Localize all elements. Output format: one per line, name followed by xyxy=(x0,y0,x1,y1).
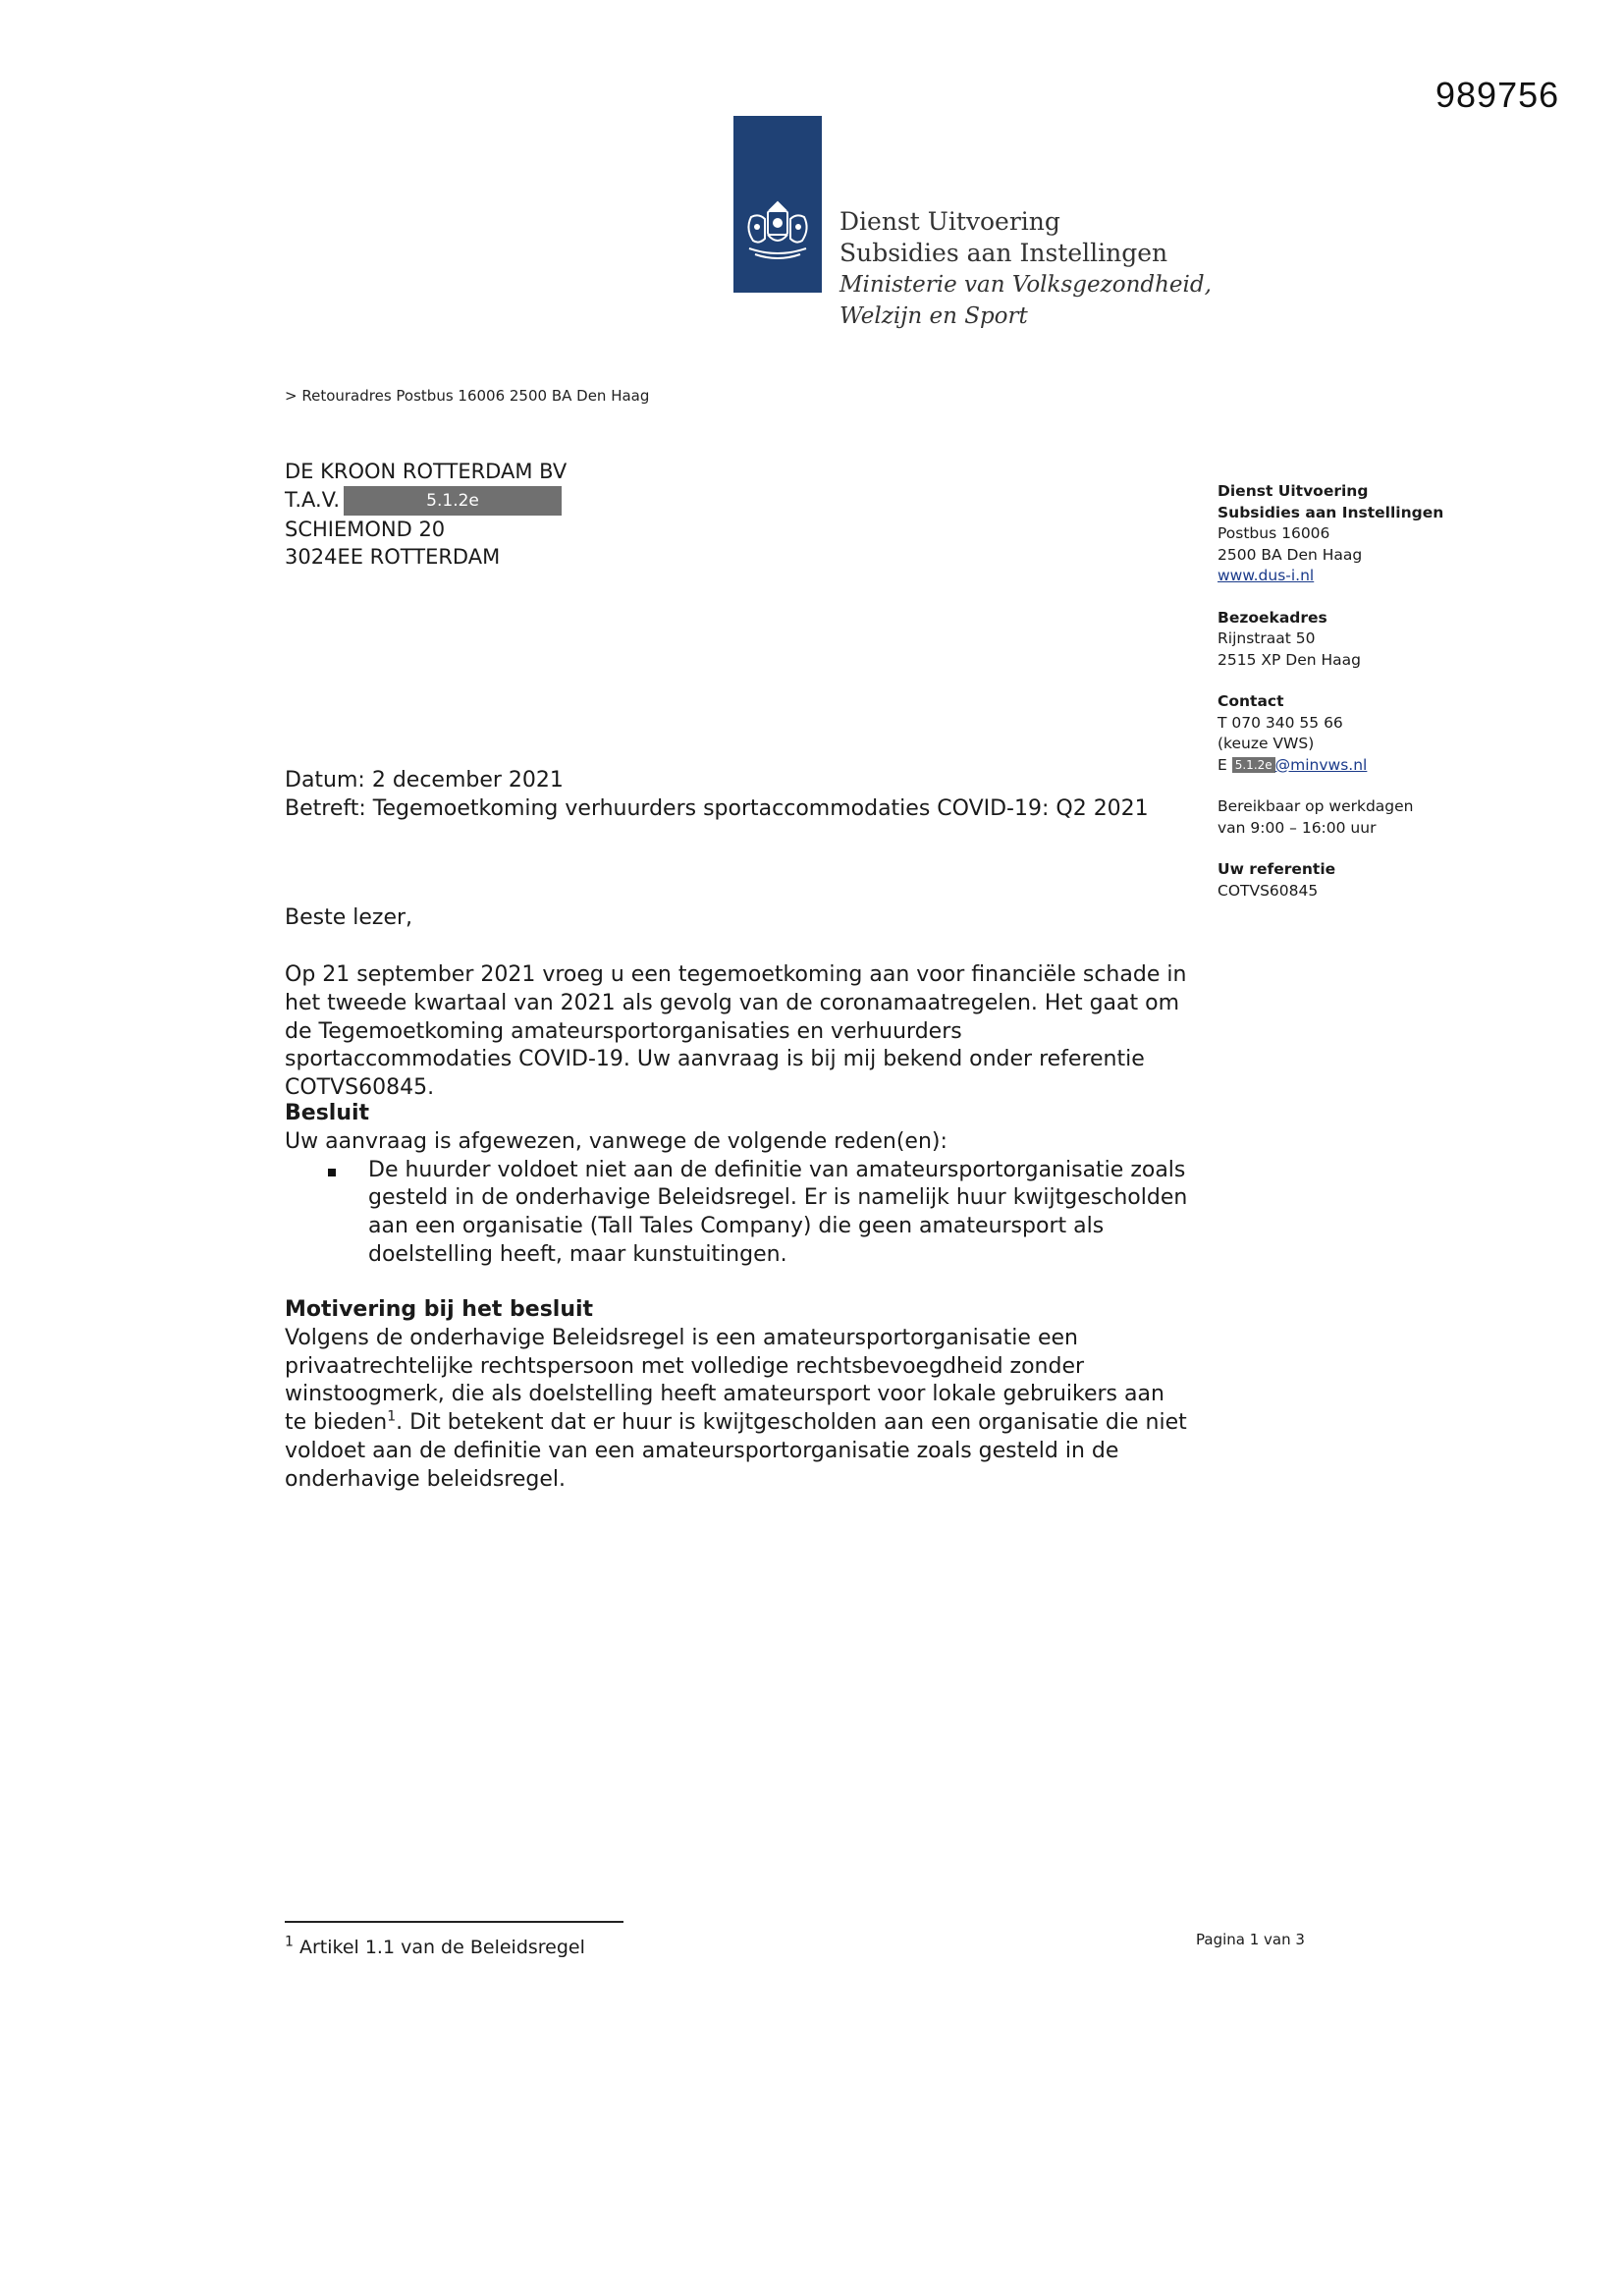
your-reference xyxy=(1218,859,1512,902)
sender-postbus: Postbus 16006 xyxy=(1218,524,1330,542)
email-link[interactable]: @minvws.nl xyxy=(1274,755,1368,774)
logo-line-welzijn: Welzijn en Sport xyxy=(839,303,1028,329)
motivation-text-part2: . Dit betekent dat er huur is kwijtgescholden aan een organisatie die niet voldoet aan de definitie van een amateursportorganisatie zoals gesteld in de onderhavige beleidsregel. xyxy=(285,1410,1187,1492)
footnote-number: 1 xyxy=(285,1934,294,1950)
recipient-attention xyxy=(285,486,567,516)
footnote-divider xyxy=(285,1921,623,1923)
opening-hours xyxy=(1218,796,1512,839)
website-link[interactable]: www.dus-i.nl xyxy=(1218,567,1315,584)
recipient-address xyxy=(285,458,567,572)
motivation-text-part1: Volgens de onderhavige Beleidsregel is een amateursportorganisatie een privaatrechtelijke rechtspersoon met volledige rechtsbevoegdheid zonder winstoogmerk, die als doelstelling heeft amateursport voor lokale gebruikers aan te bieden xyxy=(285,1325,1164,1436)
coat-of-arms-icon xyxy=(741,199,814,268)
redaction-email: 5.1.2e xyxy=(1232,757,1275,773)
return-address: > Retouradres Postbus 16006 2500 BA Den Haag xyxy=(285,387,650,405)
motivation-heading: Motivering bij het besluit xyxy=(285,1297,594,1322)
recipient-street: SCHIEMOND 20 xyxy=(285,517,446,541)
visit-heading: Bezoekadres xyxy=(1218,608,1327,627)
logo-text xyxy=(839,206,1212,332)
sender-org-line2: Subsidies aan Instellingen xyxy=(1218,503,1444,521)
decision-heading: Besluit xyxy=(285,1101,370,1125)
decision-reason-item: De huurder voldoet niet aan de definitie van amateursportorganisatie zoals gesteld in de onderhavige Beleidsregel. Er is namelijk huur kwijtgescholden aan een organisatie (Tall Tales Company) die geen amateursport als doelstelling heeft, maar kunstuitingen. xyxy=(368,1157,1188,1270)
decision-reasons-list xyxy=(285,1157,1188,1270)
contact-block xyxy=(1218,691,1512,776)
recipient-company: DE KROON ROTTERDAM BV xyxy=(285,460,568,483)
salutation: Beste lezer, xyxy=(285,905,413,930)
sender-organisation xyxy=(1218,481,1512,587)
rijksoverheid-logo xyxy=(733,116,822,293)
logo-line-subsidies: Subsidies aan Instellingen xyxy=(839,239,1168,267)
letter-meta xyxy=(285,766,1149,823)
intro-paragraph: Op 21 september 2021 vroeg u een tegemoetkoming aan voor financiële schade in het tweede kwartaal van 2021 als gevolg van de coronamaatregelen. Het gaat om de Tegemoetkoming amateursportorganisaties en verhuurders sportaccommodaties COVID-19. Uw aanvraag is bij mij bekend onder referentie COTVS60845. xyxy=(285,962,1187,1101)
letter-subject: Betreft: Tegemoetkoming verhuurders sportaccommodaties COVID-19: Q2 2021 xyxy=(285,796,1149,821)
footnote xyxy=(285,1934,585,1958)
reference-heading: Uw referentie xyxy=(1218,860,1336,878)
decision-intro: Uw aanvraag is afgewezen, vanwege de volgende reden(en): xyxy=(285,1128,947,1154)
hours-line2: van 9:00 – 16:00 uur xyxy=(1218,818,1377,837)
contact-heading: Contact xyxy=(1218,692,1284,710)
reference-value: COTVS60845 xyxy=(1218,881,1319,900)
footnote-text: Artikel 1.1 van de Beleidsregel xyxy=(293,1937,585,1958)
letter-date: Datum: 2 december 2021 xyxy=(285,768,564,793)
hours-line1: Bereikbaar op werkdagen xyxy=(1218,797,1414,815)
decision-section xyxy=(285,1100,1188,1270)
motivation-text xyxy=(285,1325,1188,1495)
sender-sidebar xyxy=(1218,481,1512,922)
recipient-city: 3024EE ROTTERDAM xyxy=(285,545,501,569)
redaction-name: 5.1.2e xyxy=(344,486,562,516)
contact-email xyxy=(1218,755,1512,777)
footnote-reference[interactable]: 1 xyxy=(387,1408,397,1425)
sender-postcode: 2500 BA Den Haag xyxy=(1218,545,1363,564)
contact-phone: T 070 340 55 66 xyxy=(1218,713,1343,732)
logo-line-dienst: Dienst Uitvoering xyxy=(839,207,1060,236)
tav-label: T.A.V. xyxy=(285,487,341,512)
logo-line-ministerie: Ministerie van Volksgezondheid, xyxy=(839,272,1212,298)
visit-street: Rijnstraat 50 xyxy=(1218,629,1316,647)
motivation-section xyxy=(285,1296,1188,1495)
contact-phone-note: (keuze VWS) xyxy=(1218,735,1315,752)
document-number: 989756 xyxy=(1435,75,1560,115)
email-prefix: E xyxy=(1218,755,1232,774)
page-number: Pagina 1 van 3 xyxy=(1196,1931,1305,1948)
visit-address xyxy=(1218,608,1512,672)
visit-postcode: 2515 XP Den Haag xyxy=(1218,650,1361,669)
sender-org-line1: Dienst Uitvoering xyxy=(1218,482,1369,500)
